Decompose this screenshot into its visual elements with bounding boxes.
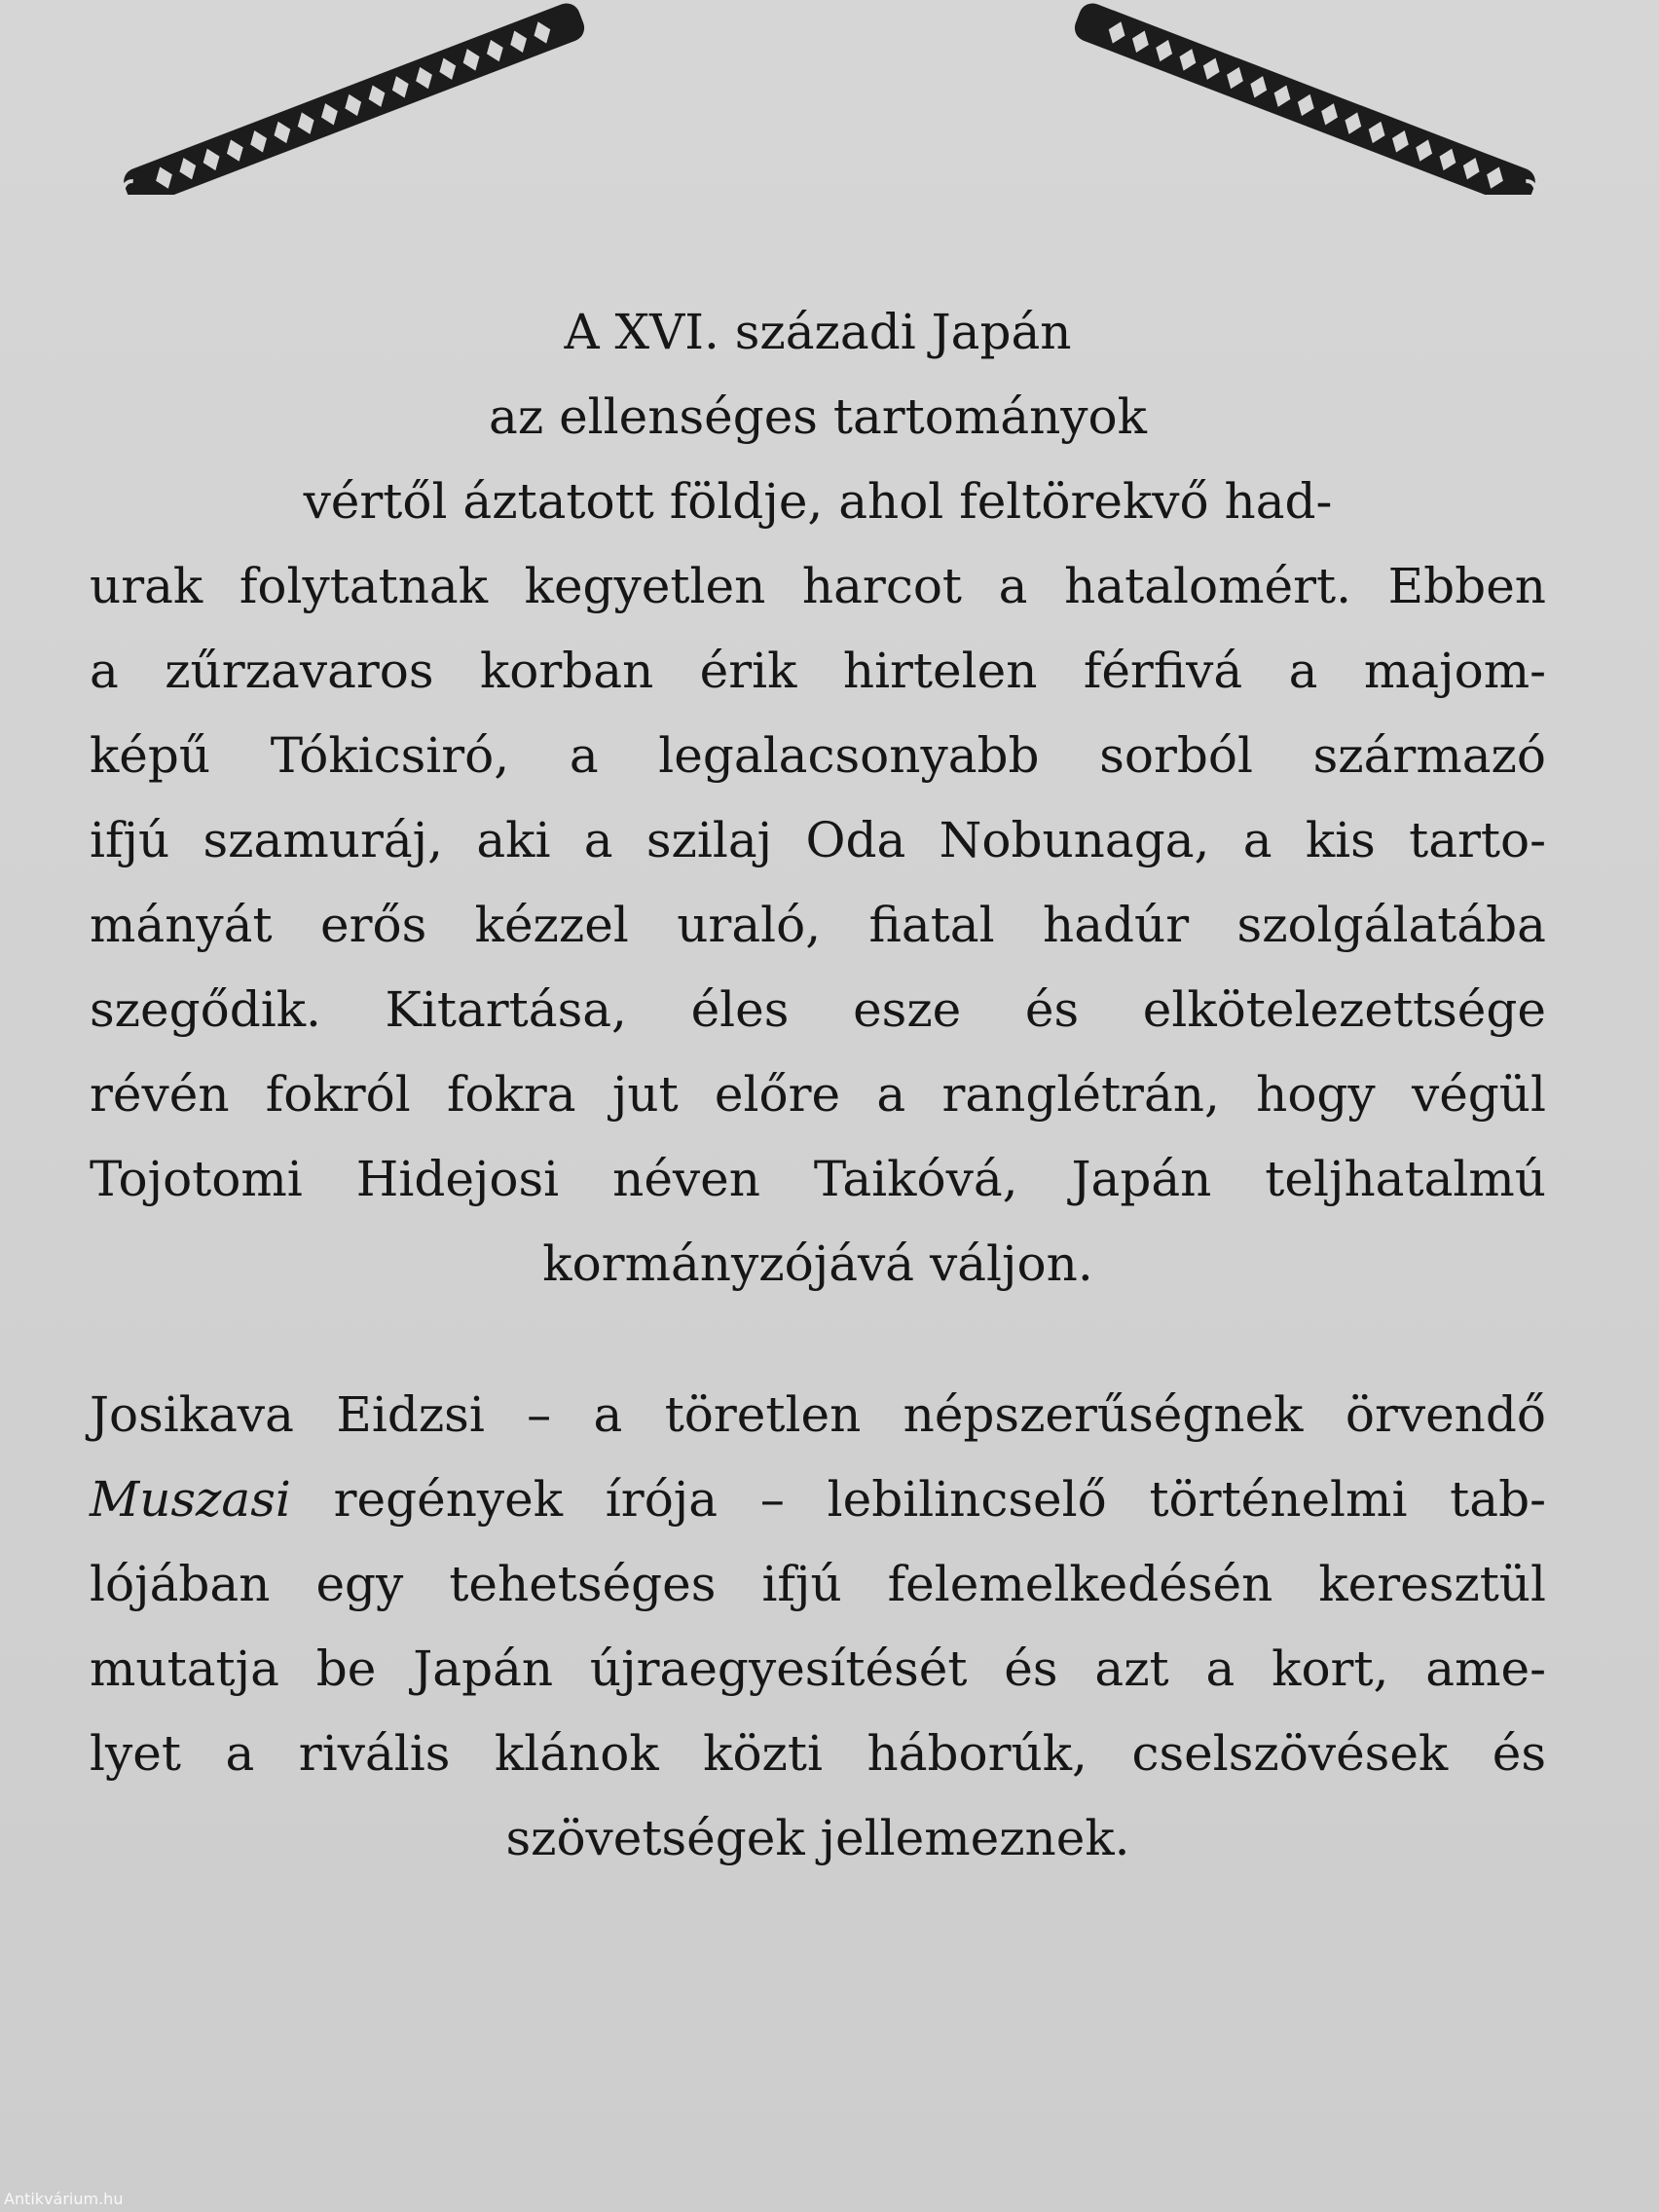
text-line: vértől áztatott földje, ahol feltörekvő had- xyxy=(303,473,1333,530)
text-line: Tojotomi Hidejosi néven Taikóvá, Japán teljhatalmú xyxy=(90,1151,1546,1207)
text-line: urak folytatnak kegyetlen harcot a hatalomért. Ebben xyxy=(90,558,1546,614)
book-title-muszasi: Muszasi xyxy=(90,1471,291,1528)
text-line: A XVI. századi Japán xyxy=(564,304,1072,360)
text-line: az ellenséges tartományok xyxy=(489,388,1147,445)
blurb-paragraph-2 xyxy=(90,1373,1546,1881)
text-line: révén fokról fokra jut előre a ranglétrán, hogy végül xyxy=(90,1066,1546,1123)
text-line: szövetségek jellemeznek. xyxy=(505,1810,1130,1866)
blurb-paragraph-1 xyxy=(90,290,1546,1307)
text-line: mutatja be Japán újraegyesítését és azt a kort, ame- xyxy=(90,1641,1546,1697)
text-line-rest: regények írója – lebilincselő történelmi tab- xyxy=(290,1471,1546,1528)
text-line: lyet a rivális klánok közti háborúk, cselszövések és xyxy=(90,1725,1546,1782)
text-line: Josikava Eidzsi – a töretlen népszerűségnek örvendő xyxy=(90,1386,1546,1443)
text-line: lójában egy tehetséges ifjú felemelkedésén keresztül xyxy=(90,1556,1546,1612)
katana-hilt-right-icon xyxy=(1065,0,1571,195)
katana-hilt-left-icon xyxy=(88,0,594,195)
text-line: a zűrzavaros korban érik hirtelen férfivá a majom- xyxy=(90,643,1546,699)
hilt-wrap-pattern xyxy=(152,18,555,192)
text-line: szegődik. Kitartása, éles esze és elkötelezettsége xyxy=(90,981,1546,1038)
text-line: ifjú szamuráj, aki a szilaj Oda Nobunaga, a kis tarto- xyxy=(90,812,1546,868)
watermark-text: Antikvárium.hu xyxy=(4,2190,124,2208)
hilt-wrap-pattern xyxy=(1104,18,1507,192)
text-line: kormányzójává váljon. xyxy=(542,1235,1093,1292)
text-line: mányát erős kézzel uraló, fiatal hadúr szolgálatába xyxy=(90,897,1546,953)
text-line xyxy=(90,1457,1546,1542)
text-line: képű Tókicsiró, a legalacsonyabb sorból származó xyxy=(90,727,1546,784)
